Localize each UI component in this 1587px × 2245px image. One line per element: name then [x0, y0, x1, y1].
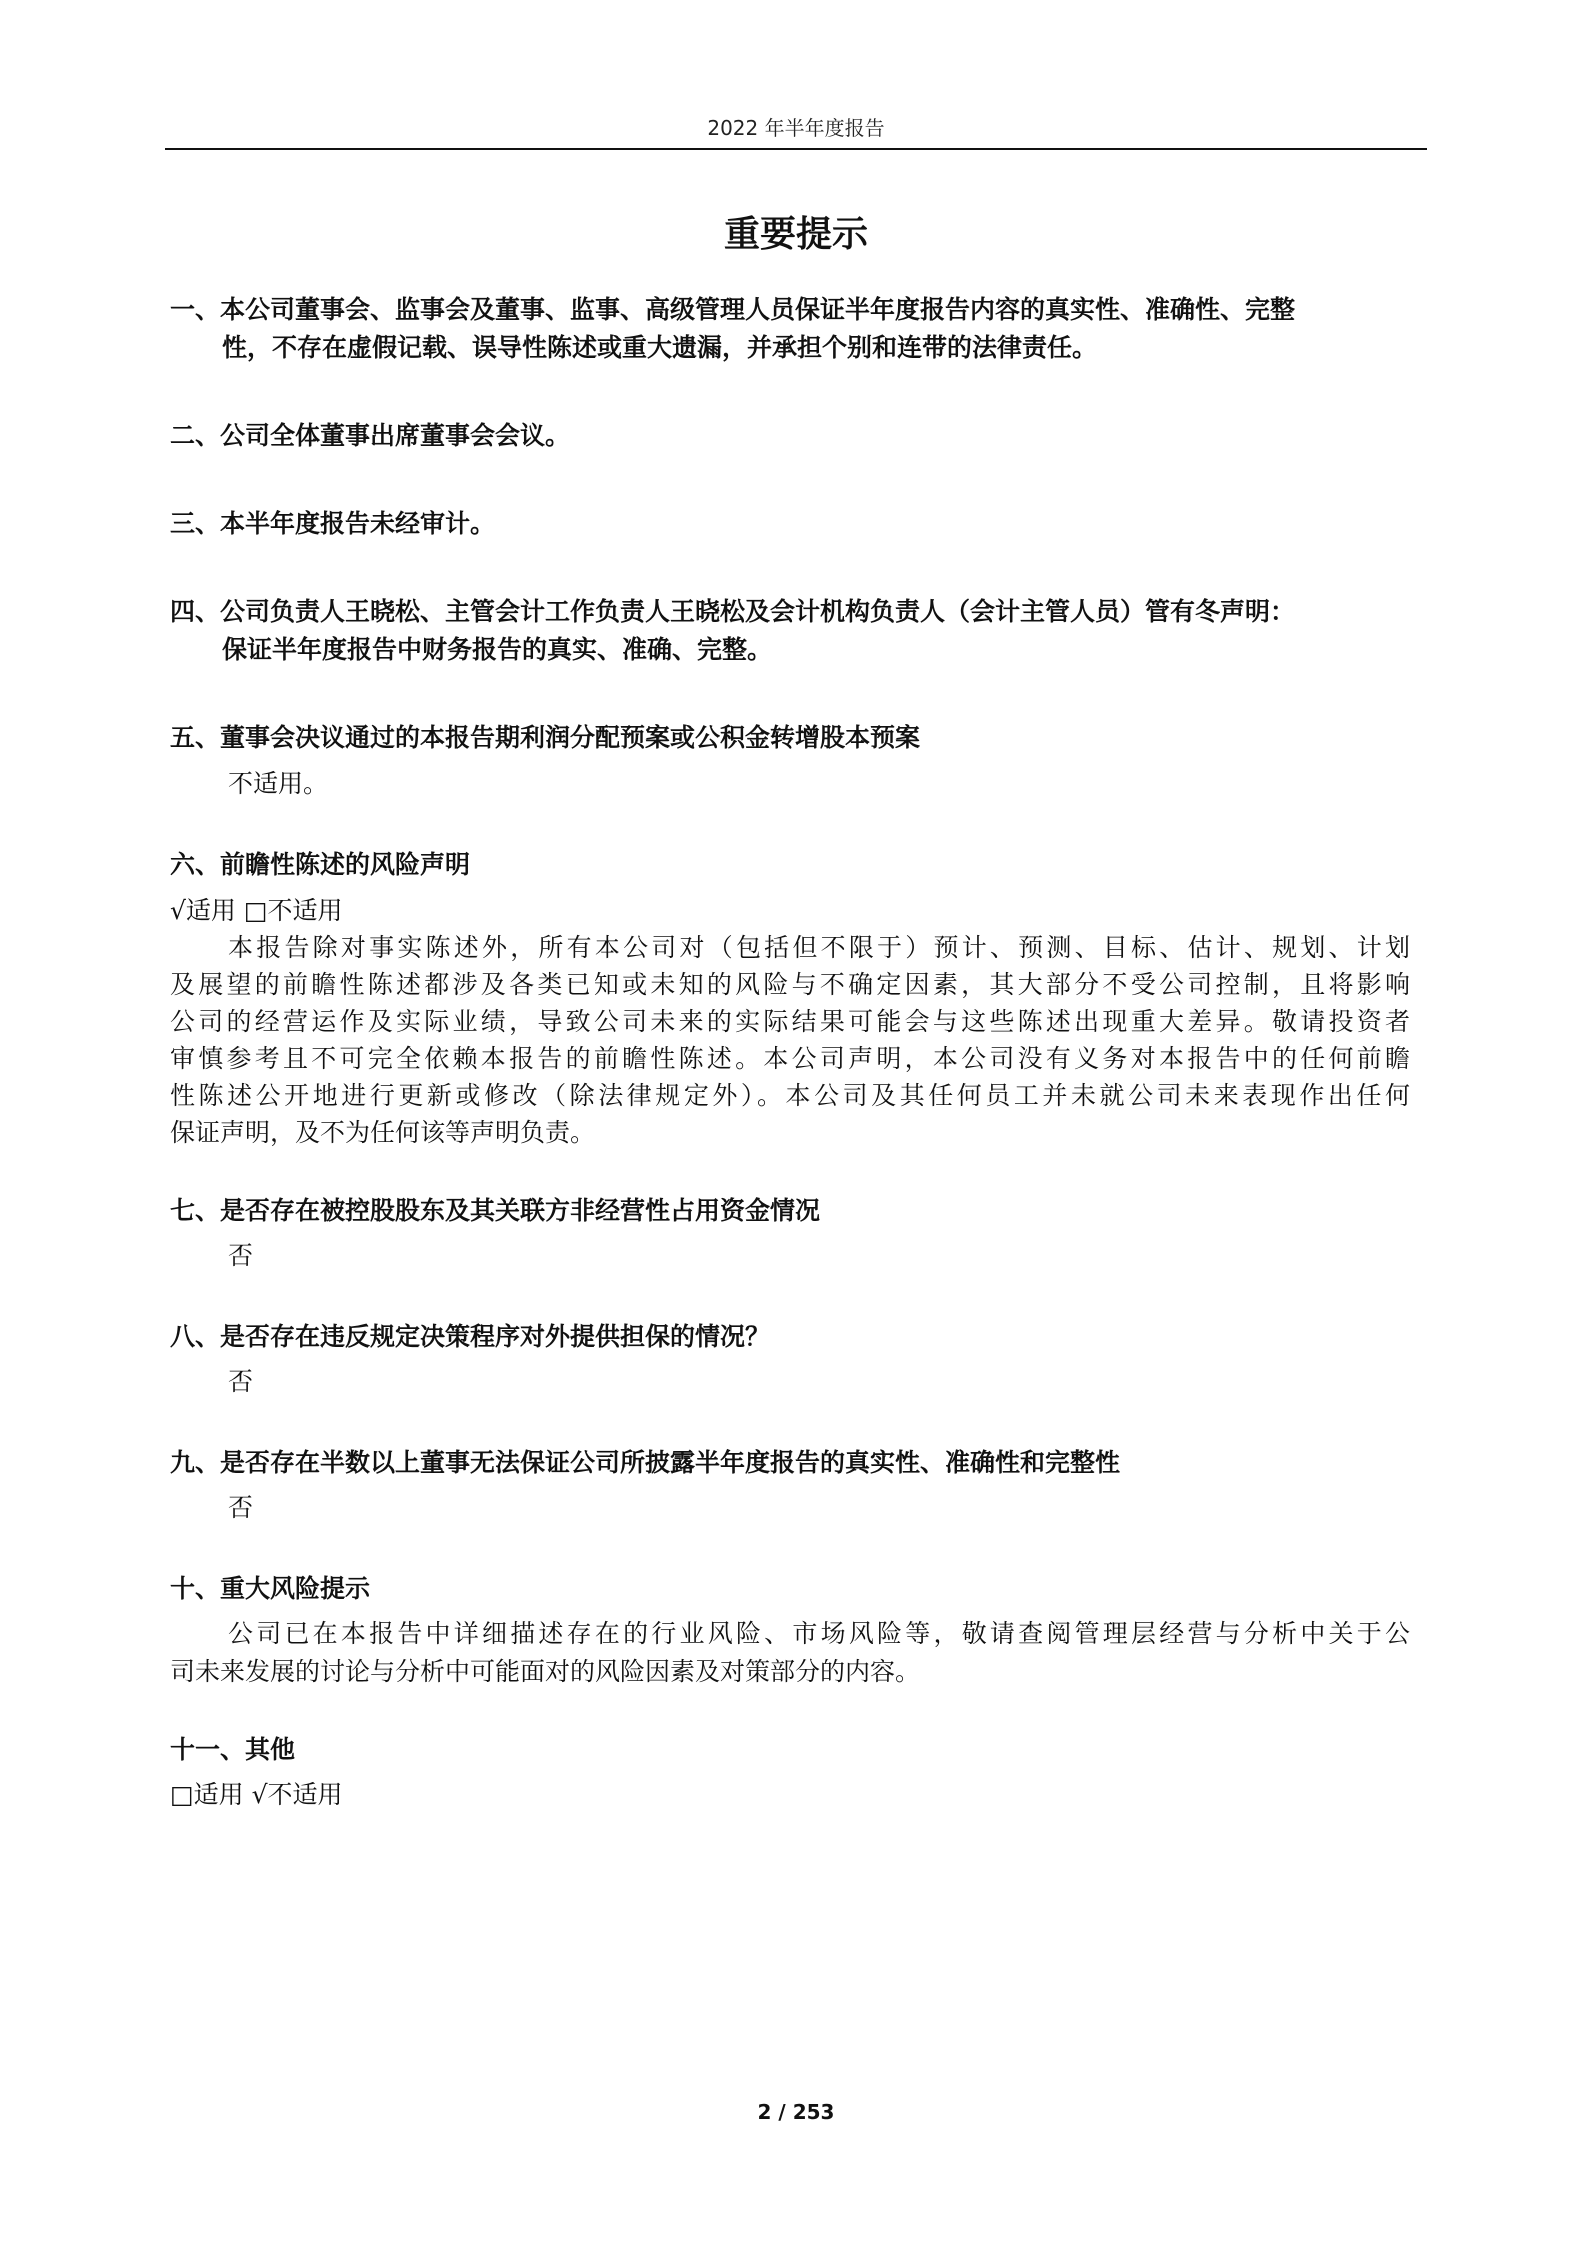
section-11-applicability: □适用 √不适用 — [170, 1780, 343, 1809]
section-6-paragraph-line: 保证声明，及不为任何该等声明负责。 — [170, 1118, 596, 1147]
section-6-paragraph-line: 公司的经营运作及实际业绩，导致公司未来的实际结果可能会与这些陈述出现重大差异。敬请投资者 — [170, 1007, 1410, 1036]
section-3-heading: 三、本半年度报告未经审计。 — [170, 509, 496, 538]
section-5-answer: 不适用。 — [228, 769, 329, 798]
section-4-heading-line2: 保证半年度报告中财务报告的真实、准确、完整。 — [222, 635, 773, 664]
section-6-paragraph-line: 本报告除对事实陈述外，所有本公司对（包括但不限于）预计、预测、目标、估计、规划、计划 — [228, 933, 1410, 962]
section-8-answer: 否 — [228, 1367, 254, 1396]
section-6-paragraph-line: 及展望的前瞻性陈述都涉及各类已知或未知的风险与不确定因素，其大部分不受公司控制，且将影响 — [170, 970, 1410, 999]
header-divider — [165, 148, 1427, 150]
page-title: 重要提示 — [723, 213, 868, 255]
section-6-paragraph-line: 性陈述公开地进行更新或修改（除法律规定外）。本公司及其任何员工并未就公司未来表现作出任何 — [170, 1081, 1410, 1110]
section-10-paragraph-line: 司未来发展的讨论与分析中可能面对的风险因素及对策部分的内容。 — [170, 1657, 921, 1686]
section-7-answer: 否 — [228, 1241, 254, 1270]
section-11-heading: 十一、其他 — [170, 1735, 296, 1764]
section-5-heading: 五、董事会决议通过的本报告期利润分配预案或公积金转增股本预案 — [170, 723, 921, 752]
section-6-applicability: √适用 □不适用 — [170, 896, 343, 925]
section-1-heading-line2: 性，不存在虚假记载、误导性陈述或重大遗漏，并承担个别和连带的法律责任。 — [222, 333, 1098, 362]
section-2-heading: 二、公司全体董事出席董事会会议。 — [170, 421, 571, 450]
section-10-paragraph-line: 公司已在本报告中详细描述存在的行业风险、市场风险等，敬请查阅管理层经营与分析中关于公 — [228, 1619, 1410, 1648]
page-number: 2 / 253 — [757, 2100, 835, 2124]
section-6-heading: 六、前瞻性陈述的风险声明 — [170, 850, 471, 879]
section-9-heading: 九、是否存在半数以上董事无法保证公司所披露半年度报告的真实性、准确性和完整性 — [170, 1448, 1121, 1477]
section-1-heading-line1: 一、本公司董事会、监事会及董事、监事、高级管理人员保证半年度报告内容的真实性、准确性、完整 — [170, 295, 1296, 324]
section-7-heading: 七、是否存在被控股股东及其关联方非经营性占用资金情况 — [170, 1196, 821, 1225]
section-6-paragraph-line: 审慎参考且不可完全依赖本报告的前瞻性陈述。本公司声明，本公司没有义务对本报告中的任何前瞻 — [170, 1044, 1410, 1073]
page-header: 2022 年半年度报告 — [707, 116, 885, 140]
section-9-answer: 否 — [228, 1493, 254, 1522]
section-4-heading-line1: 四、公司负责人王晓松、主管会计工作负责人王晓松及会计机构负责人（会计主管人员）管有冬声明： — [170, 597, 1296, 626]
section-10-heading: 十、重大风险提示 — [170, 1574, 371, 1603]
section-8-heading: 八、是否存在违反规定决策程序对外提供担保的情况？ — [170, 1322, 771, 1351]
